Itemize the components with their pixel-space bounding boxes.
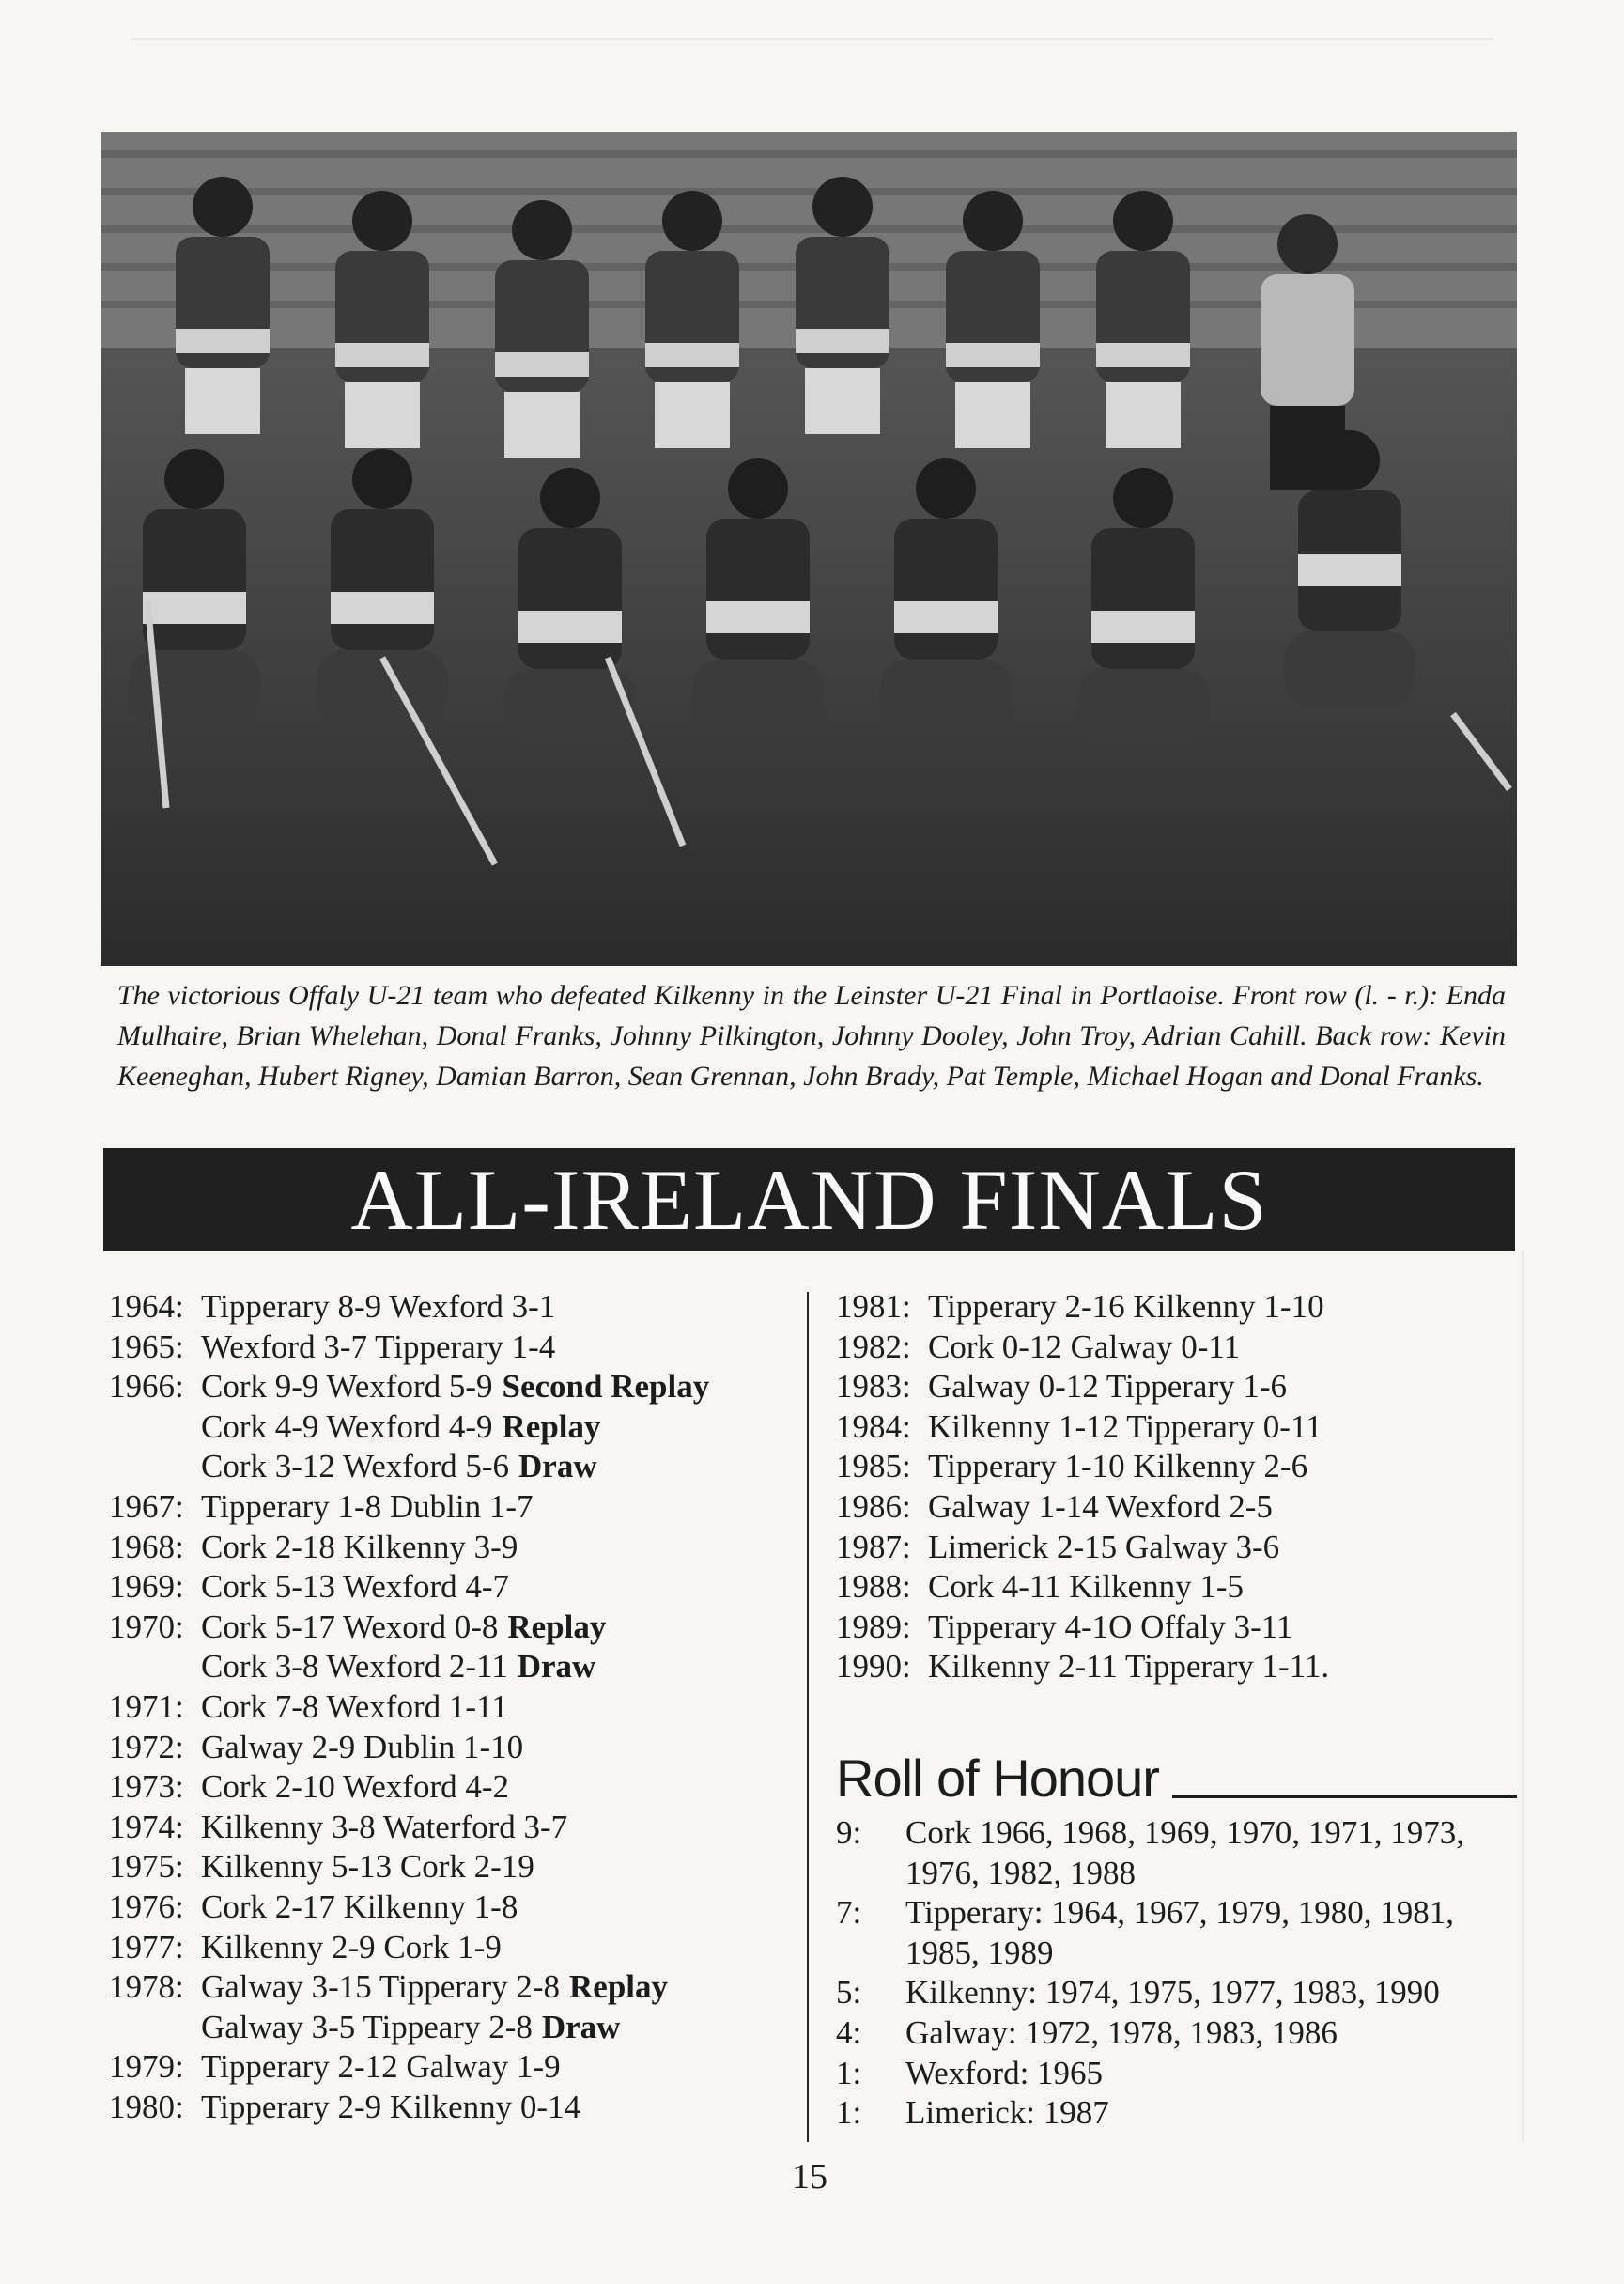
final-year: 1982: xyxy=(836,1328,911,1365)
final-score: Tipperary 2-9 Kilkenny 0-14 xyxy=(201,2088,581,2125)
final-result xyxy=(109,1487,804,1528)
title-count: 9: xyxy=(836,1814,862,1851)
final-result xyxy=(836,1528,1512,1568)
final-result xyxy=(109,1687,804,1728)
final-note: Replay xyxy=(507,1608,607,1645)
final-score: Cork 4-9 Wexford 4-9 xyxy=(201,1407,493,1445)
final-year: 1965: xyxy=(109,1328,184,1365)
final-result xyxy=(109,1967,804,2008)
final-result xyxy=(836,1367,1512,1407)
final-score: Wexford 3-7 Tipperary 1-4 xyxy=(201,1328,556,1365)
final-score: Cork 7-8 Wexford 1-11 xyxy=(201,1687,508,1725)
final-result xyxy=(836,1447,1512,1487)
final-year: 1969: xyxy=(109,1568,184,1606)
roll-of-honour-header xyxy=(836,1748,1517,1810)
final-year: 1967: xyxy=(109,1487,184,1525)
title-count: 7: xyxy=(836,1894,862,1932)
final-year: 1986: xyxy=(836,1487,911,1525)
final-year: 1970: xyxy=(109,1608,184,1645)
photo-caption: The victorious Offaly U-21 team who defeated Kilkenny in the Leinster U-21 Final in Portlaoise. Front row (l. - r.): Enda Mulhaire, Brian Whelehan, Donal Franks, Johnny Pilkington, Johnny Dooley, John Troy, Adrian Cahill. Back row: Kevin Keeneghan, Hubert Rigney, Damian Barron, Sean Grennan, John Brady, Pat Temple, Michael Hogan and Donal Franks. xyxy=(117,980,1506,1092)
final-year: 1987: xyxy=(836,1528,911,1565)
final-score: Galway 3-15 Tipperary 2-8 xyxy=(201,1968,561,2006)
roll-entry xyxy=(836,2013,1517,2054)
final-result xyxy=(109,1888,804,1928)
final-note: Draw xyxy=(518,1448,597,1485)
final-score: Kilkenny 2-11 Tipperary 1-11. xyxy=(928,1648,1330,1686)
finals-list-right xyxy=(836,1287,1512,1687)
final-score: Kilkenny 3-8 Waterford 3-7 xyxy=(201,1808,568,1845)
winning-years: Kilkenny: 1974, 1975, 1977, 1983, 1990 xyxy=(905,1974,1440,2012)
final-year: 1964: xyxy=(109,1288,184,1325)
roll-entry xyxy=(836,2093,1517,2134)
title-count: 4: xyxy=(836,2013,862,2051)
final-result xyxy=(836,1567,1512,1608)
final-result xyxy=(109,1808,804,1848)
final-result xyxy=(109,1287,804,1328)
roll-of-honour-list xyxy=(836,1813,1517,2134)
finals-list-left xyxy=(109,1287,804,2127)
final-result xyxy=(109,1407,804,1448)
final-year: 1968: xyxy=(109,1528,184,1565)
final-note: Replay xyxy=(502,1407,601,1445)
final-year: 1980: xyxy=(109,2088,184,2125)
final-result xyxy=(109,1728,804,1768)
final-result xyxy=(109,1767,804,1808)
final-score: Cork 3-8 Wexford 2-11 xyxy=(201,1648,508,1686)
final-note: Second Replay xyxy=(502,1368,710,1406)
final-score: Galway 2-9 Dublin 1-10 xyxy=(201,1728,524,1765)
final-note: Replay xyxy=(569,1968,669,2006)
final-result xyxy=(109,1847,804,1888)
final-result xyxy=(109,1647,804,1687)
final-year: 1977: xyxy=(109,1928,184,1965)
final-year: 1972: xyxy=(109,1728,184,1765)
final-result xyxy=(109,1367,804,1407)
section-title: ALL-IRELAND FINALS xyxy=(350,1152,1268,1248)
final-result xyxy=(836,1287,1512,1328)
final-year: 1979: xyxy=(109,2048,184,2086)
final-year: 1976: xyxy=(109,1888,184,1925)
final-score: Tipperary 4-1O Offaly 3-11 xyxy=(928,1608,1293,1645)
final-score: Cork 5-17 Wexord 0-8 xyxy=(201,1608,499,1645)
final-result xyxy=(109,2008,804,2048)
final-score: Tipperary 1-10 Kilkenny 2-6 xyxy=(928,1448,1308,1485)
final-note: Draw xyxy=(517,1648,596,1686)
final-year: 1984: xyxy=(836,1407,911,1445)
column-divider xyxy=(807,1292,809,2142)
final-year: 1985: xyxy=(836,1448,911,1485)
final-result xyxy=(109,1608,804,1648)
show-through-line xyxy=(131,38,1493,40)
final-result xyxy=(109,1528,804,1568)
final-year: 1973: xyxy=(109,1768,184,1806)
final-year: 1990: xyxy=(836,1648,911,1686)
final-score: Kilkenny 1-12 Tipperary 0-11 xyxy=(928,1407,1322,1445)
final-result xyxy=(109,2088,804,2128)
final-score: Cork 2-18 Kilkenny 3-9 xyxy=(201,1528,518,1565)
roll-entry xyxy=(836,2054,1517,2094)
final-year: 1975: xyxy=(109,1848,184,1886)
final-result xyxy=(109,1928,804,1968)
winning-years: Limerick: 1987 xyxy=(905,2094,1109,2132)
final-score: Tipperary 2-12 Galway 1-9 xyxy=(201,2048,561,2086)
final-score: Cork 2-10 Wexford 4-2 xyxy=(201,1768,510,1806)
final-result xyxy=(109,1567,804,1608)
team-photo xyxy=(101,132,1517,966)
title-count: 1: xyxy=(836,2094,862,2132)
winning-years: Tipperary: 1964, 1967, 1979, 1980, 1981, 1985, 1989 xyxy=(905,1894,1454,1971)
final-result xyxy=(836,1328,1512,1368)
final-score: Galway 1-14 Wexford 2-5 xyxy=(928,1487,1273,1525)
roll-of-honour-title: Roll of Honour xyxy=(836,1748,1159,1808)
final-year: 1978: xyxy=(109,1968,184,2006)
final-score: Cork 3-12 Wexford 5-6 xyxy=(201,1448,510,1485)
final-score: Cork 0-12 Galway 0-11 xyxy=(928,1328,1241,1365)
final-result xyxy=(109,1328,804,1368)
final-score: Cork 2-17 Kilkenny 1-8 xyxy=(201,1888,518,1925)
final-result xyxy=(836,1608,1512,1648)
final-year: 1983: xyxy=(836,1368,911,1406)
final-score: Galway 3-5 Tippeary 2-8 xyxy=(201,2008,533,2045)
roll-entry xyxy=(836,1973,1517,2013)
section-banner xyxy=(103,1148,1515,1251)
final-year: 1974: xyxy=(109,1808,184,1845)
page-number: 15 xyxy=(792,2157,827,2197)
final-score: Cork 9-9 Wexford 5-9 xyxy=(201,1368,493,1406)
show-through-line xyxy=(1522,1250,1524,2142)
winning-years: Galway: 1972, 1978, 1983, 1986 xyxy=(905,2013,1338,2051)
heading-rule xyxy=(1172,1795,1517,1798)
final-score: Limerick 2-15 Galway 3-6 xyxy=(928,1528,1280,1565)
final-year: 1988: xyxy=(836,1568,911,1606)
final-year: 1981: xyxy=(836,1288,911,1325)
final-result xyxy=(836,1407,1512,1448)
winning-years: Wexford: 1965 xyxy=(905,2054,1104,2091)
final-result xyxy=(109,1447,804,1487)
roll-entry xyxy=(836,1813,1517,1893)
final-result xyxy=(109,2047,804,2088)
final-year: 1971: xyxy=(109,1687,184,1725)
roll-entry xyxy=(836,1893,1517,1973)
final-score: Kilkenny 2-9 Cork 1-9 xyxy=(201,1928,502,1965)
final-score: Tipperary 8-9 Wexford 3-1 xyxy=(201,1288,556,1325)
title-count: 5: xyxy=(836,1974,862,2012)
final-score: Galway 0-12 Tipperary 1-6 xyxy=(928,1368,1288,1406)
final-score: Cork 4-11 Kilkenny 1-5 xyxy=(928,1568,1245,1606)
final-score: Cork 5-13 Wexford 4-7 xyxy=(201,1568,510,1606)
final-year: 1989: xyxy=(836,1608,911,1645)
final-score: Tipperary 1-8 Dublin 1-7 xyxy=(201,1487,534,1525)
final-result xyxy=(836,1647,1512,1687)
final-note: Draw xyxy=(541,2008,621,2045)
final-result xyxy=(836,1487,1512,1528)
final-year: 1966: xyxy=(109,1368,184,1406)
winning-years: Cork 1966, 1968, 1969, 1970, 1971, 1973, 1976, 1982, 1988 xyxy=(905,1814,1464,1891)
final-score: Kilkenny 5-13 Cork 2-19 xyxy=(201,1848,534,1886)
final-score: Tipperary 2-16 Kilkenny 1-10 xyxy=(928,1288,1324,1325)
title-count: 1: xyxy=(836,2054,862,2091)
